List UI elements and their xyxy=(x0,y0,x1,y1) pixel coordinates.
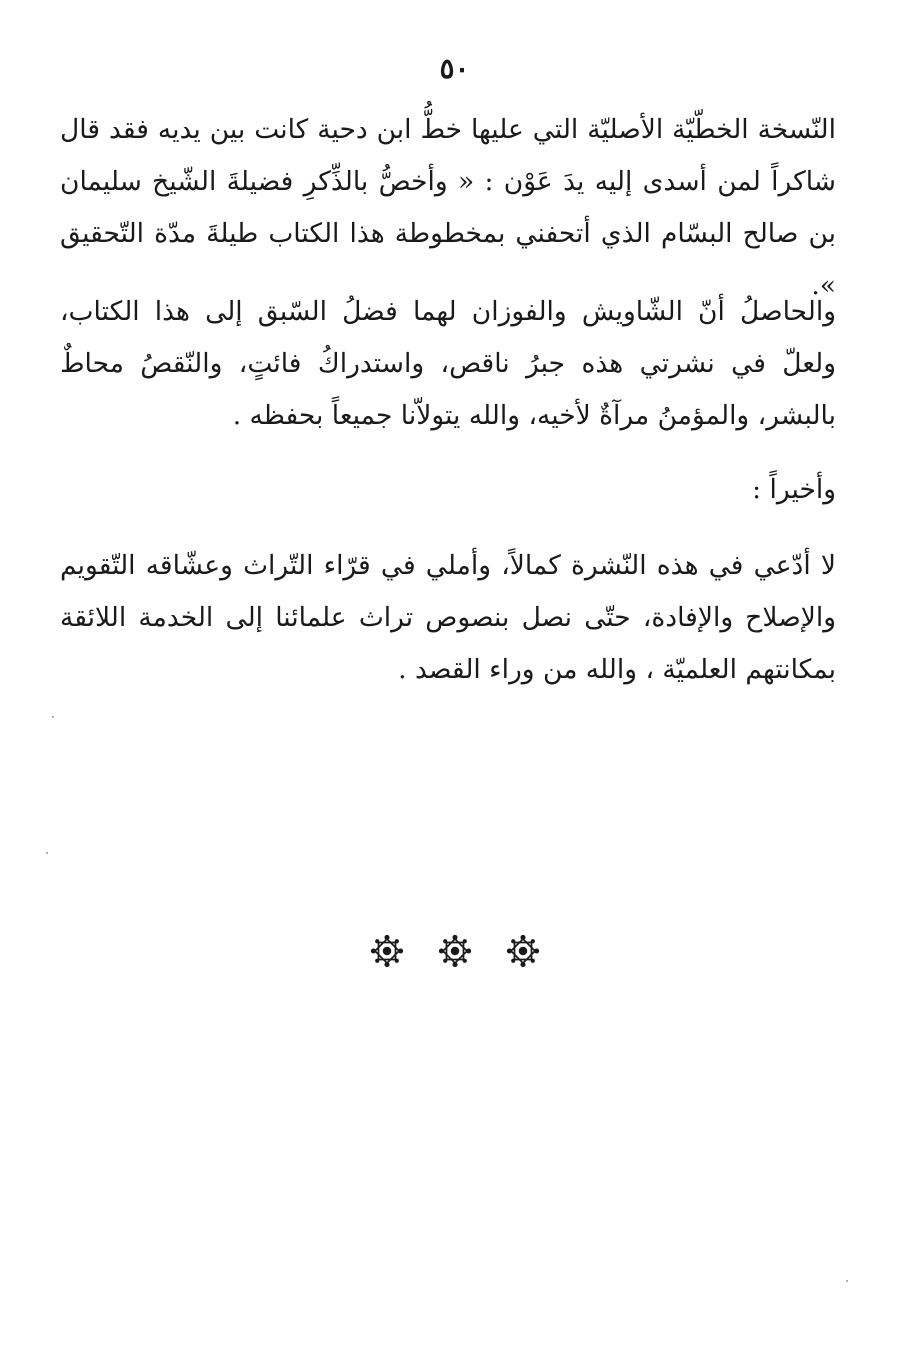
paragraph-text: النّسخة الخطّيّة الأصليّة التي عليها خطُّ ابن دحية كانت بين يديه فقد قال شاكراً لمن أسدى إليه يدَ عَوْن : « وأخصُّ بالذِّكرِ فضيلةَ الشّيخ سليمان بن صالح البسّام الذي أتحفني بمخطوطة هذا الكتاب طيلةَ مدّة التّحقيق ». xyxy=(60,114,836,301)
scan-speck xyxy=(52,716,54,718)
section-end-ornaments xyxy=(0,934,909,968)
paragraph-1 xyxy=(60,104,836,312)
scan-speck xyxy=(46,852,48,854)
paragraph-3 xyxy=(60,464,836,516)
paragraph-2 xyxy=(60,286,836,442)
paragraph-4 xyxy=(60,540,836,696)
page-number: ٥٠ xyxy=(439,52,470,85)
star-ornament-icon xyxy=(438,934,472,968)
scan-speck xyxy=(846,1280,848,1282)
paragraph-text: لا أدّعي في هذه النّشرة كمالاً، وأملي في قرّاء التّراث وعشّاقه التّقويم والإصلاح والإفادة، حتّى نصل بنصوص تراث علمائنا إلى الخدمة اللائقة بمكانتهم العلميّة ، والله من وراء القصد . xyxy=(60,550,836,685)
paragraph-text: وأخيراً : xyxy=(752,474,836,505)
star-ornament-icon xyxy=(370,934,404,968)
paragraph-text: والحاصلُ أنّ الشّاويش والفوزان لهما فضلُ السّبق إلى هذا الكتاب، ولعلّ في نشرتي هذه جبرُ ناقص، واستدراكُ فائتٍ، والنّقصُ محاطٌ بالبشر، والمؤمنُ مرآةٌ لأخيه، والله يتولاّنا جميعاً بحفظه . xyxy=(60,296,836,431)
star-ornament-icon xyxy=(506,934,540,968)
